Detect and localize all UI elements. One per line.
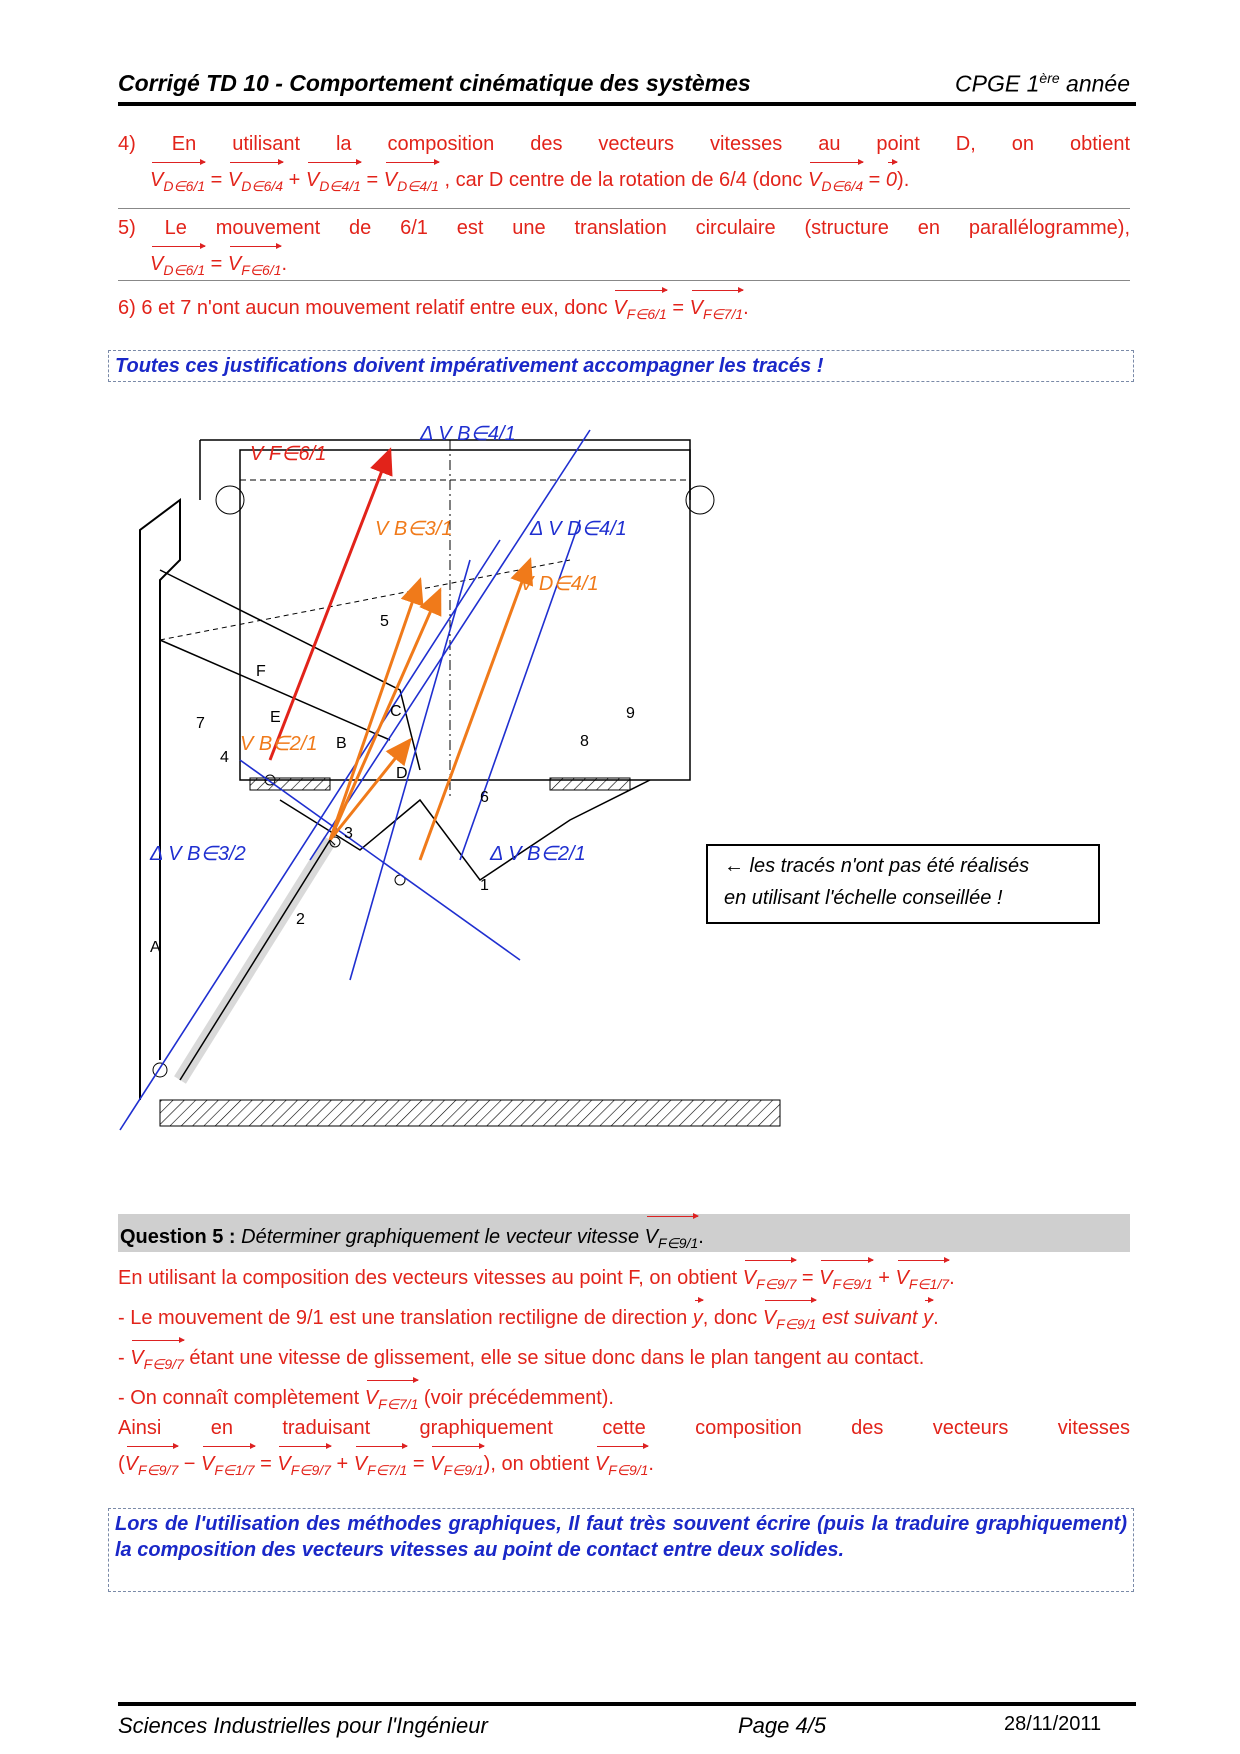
point-label: B <box>336 735 347 752</box>
label-delta-b41: Δ V B∈4/1 <box>420 423 516 445</box>
part-number: 2 <box>296 911 305 928</box>
page-title: Corrigé TD 10 - Comportement cinématique des systèmes <box>118 70 751 96</box>
label-vf61: V F∈6/1 <box>250 443 327 465</box>
label-vb21: V B∈2/1 <box>240 733 318 755</box>
part-number: 7 <box>196 715 205 732</box>
class-level: CPGE 1ère année <box>955 70 1130 97</box>
point-label: F <box>256 663 266 680</box>
label-vb31: V B∈3/1 <box>375 518 453 540</box>
answer-line-1: En utilisant la composition des vecteurs vitesses au point F, on obtient $V_{F\in 9/7} = V_{F\in 9/1} + V_{F\in 1/7}$. <box>118 1258 1130 1300</box>
part-number: 3 <box>344 825 353 842</box>
item-5-line2: $V_{D\in 6/1} = V_{F\in 6/1}$. <box>150 244 750 286</box>
point-label: A <box>150 939 161 956</box>
part-number: 4 <box>220 749 229 766</box>
answer-line-6: $(V_{F\in 9/7} - V_{F\in 1/7} = V_{F\in 9/7} + V_{F\in 7/1} = V_{F\in 9/1})$, on obtient $V_{F\in 9/1}$. <box>118 1444 1130 1486</box>
separator <box>118 280 1130 281</box>
footer-date: 28/11/2011 <box>1004 1713 1102 1735</box>
label-delta-b32: Δ V B∈3/2 <box>150 843 246 865</box>
footer-course: Sciences Industrielles pour l'Ingénieur <box>118 1713 488 1738</box>
item-4-line2: $V_{D\in 6/1} = V_{D\in 6/4} + V_{D\in 4/1} = V_{D\in 4/1}$ , car D centre de la rotation de 6/4 (donc $V_{D\in 6/4} = 0$). <box>150 160 1130 202</box>
label-delta-b21: Δ V B∈2/1 <box>490 843 586 865</box>
answer-line-5: Ainsi en traduisant graphiquement cette composition des vecteurs vitesses <box>118 1417 1130 1439</box>
note-graphical-methods: Lors de l'utilisation des méthodes graphiques, Il faut très souvent écrire (puis la traduire graphiquement) la composition des vecteurs vitesses au point de contact entre deux solides. <box>108 1508 1134 1592</box>
label-delta-d41: Δ V D∈4/1 <box>530 518 627 540</box>
note-justifications: Toutes ces justifications doivent impérativement accompagner les tracés ! <box>108 350 1134 382</box>
header-rule <box>118 102 1136 106</box>
scale-warning-box: ← les tracés n'ont pas été réalisés en utilisant l'échelle conseillée ! <box>706 844 1100 924</box>
item-4-line1: 4) En utilisant la composition des vecteurs vitesses au point D, on obtient <box>118 133 1130 155</box>
footer-page: Page 4/5 <box>738 1713 827 1738</box>
part-number: 9 <box>626 705 635 722</box>
point-label: C <box>390 703 402 720</box>
point-label: E <box>270 709 281 726</box>
item-6: 6) 6 et 7 n'ont aucun mouvement relatif entre eux, donc $V_{F\in 6/1} = V_{F\in 7/1}$. <box>118 288 1130 330</box>
label-vd41: V D∈4/1 <box>520 573 599 595</box>
footer-rule <box>118 1702 1136 1706</box>
part-number: 5 <box>380 613 389 630</box>
answer-line-3: - $V_{F\in 9/7}$ étant une vitesse de glissement, elle se situe donc dans le plan tangent au contact. <box>118 1338 1130 1380</box>
part-9 <box>240 450 690 780</box>
part-number: 8 <box>580 733 589 750</box>
separator <box>118 208 1130 209</box>
part-number: 1 <box>480 877 489 894</box>
item-5-line1: 5) Le mouvement de 6/1 est une translation circulaire (structure en parallélogramme), <box>118 217 1130 239</box>
question-5-box: Question 5 : Déterminer graphiquement le vecteur vitesse $V_{F\in 9/1}$. <box>118 1214 1130 1252</box>
point-label: D <box>396 765 408 782</box>
answer-line-2: - Le mouvement de 9/1 est une translation rectiligne de direction y, donc $V_{F\in 9/1}$ est suivant y. <box>118 1298 1130 1340</box>
ground-hatching <box>160 1100 780 1126</box>
mechanism-figure <box>120 423 840 1160</box>
part-number: 6 <box>480 789 489 806</box>
answer-line-4: - On connaît complètement $V_{F\in 7/1}$ (voir précédemment). <box>118 1378 1130 1420</box>
